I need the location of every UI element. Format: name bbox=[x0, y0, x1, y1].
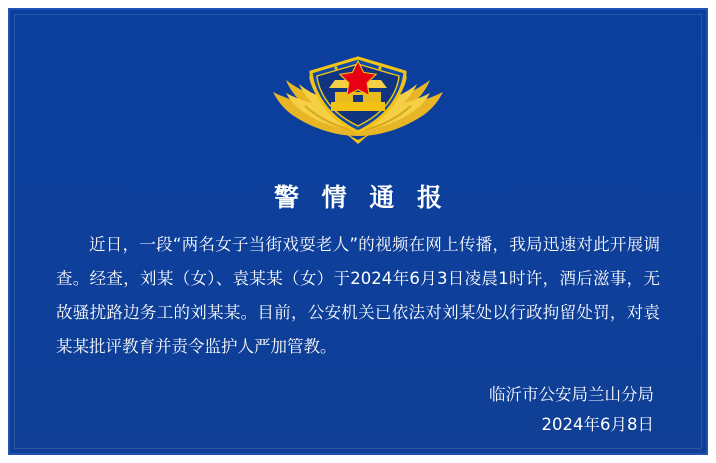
page-title: 警 情 通 报 bbox=[273, 183, 450, 212]
signature-block bbox=[354, 380, 654, 440]
signature-date: 2024年6月8日 bbox=[541, 415, 654, 434]
blue-panel bbox=[8, 8, 708, 455]
china-police-badge-icon bbox=[265, 40, 451, 152]
emblem-container bbox=[10, 38, 706, 153]
notice-body-paragraph: 近日，一段“两名女子当街戏耍老人”的视频在网上传播，我局迅速对此开展调查。经查，刘某（女）、袁某某（女）于2024年6月3日凌晨1时许，酒后滋事，无故骚扰路边务工的刘某某。目前，公安机关已依法对刘某处以行政拘留处罚，对袁某某批评教育并责令监护人严加管教。 bbox=[56, 235, 660, 356]
signature-organization: 临沂市公安局兰山分局 bbox=[489, 385, 654, 404]
notice-body bbox=[56, 228, 660, 364]
